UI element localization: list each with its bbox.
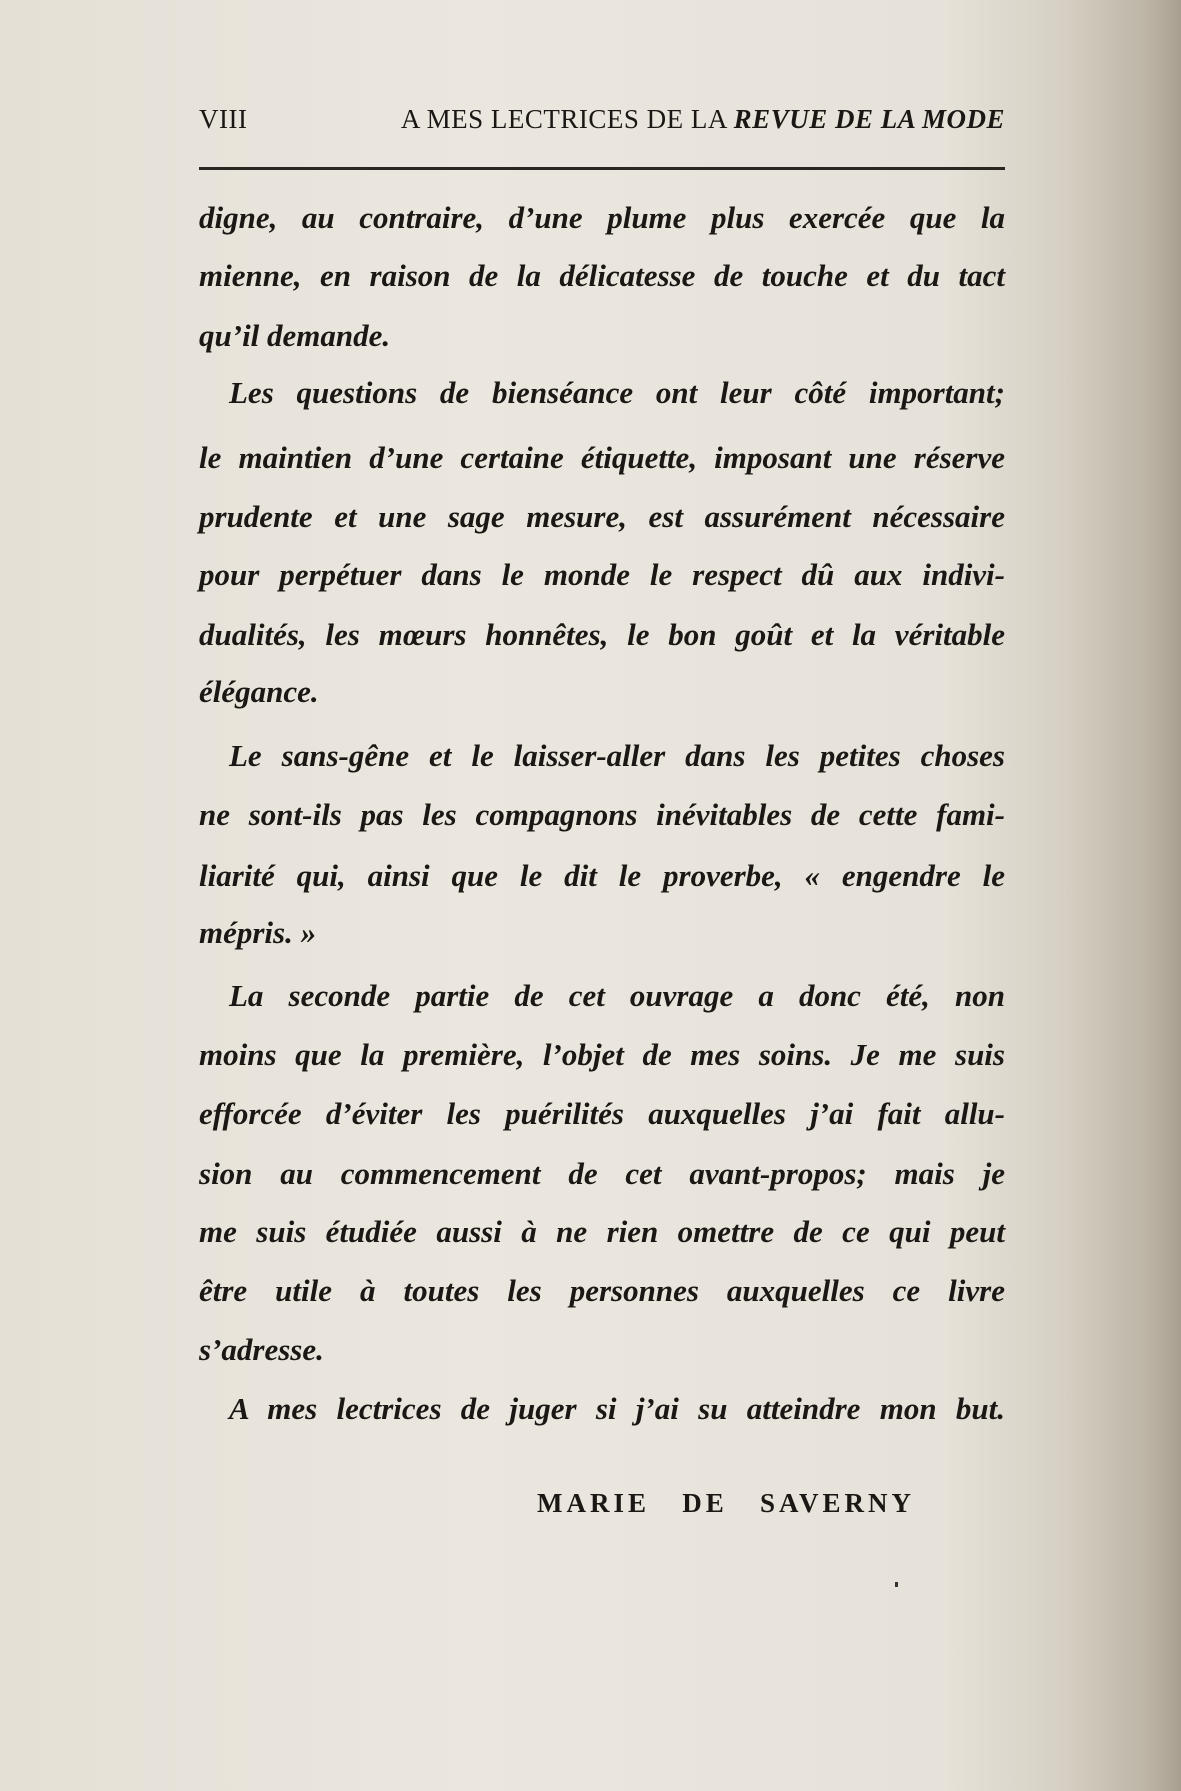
- text-line: A mes lectrices de juger si j’ai su atteindre mon but.: [229, 1391, 1005, 1426]
- text-line: pour perpétuer dans le monde le respect dû aux indivi-: [199, 557, 1005, 592]
- header-title: [401, 104, 1005, 135]
- page-number: VIII: [199, 104, 248, 134]
- signature: MARIE DE SAVERNY: [537, 1488, 915, 1518]
- text-line: mienne, en raison de la délicatesse de touche et du tact: [199, 258, 1005, 293]
- header-title-plain: A MES LECTRICES DE LA: [400, 104, 727, 134]
- text-line: liarité qui, ainsi que le dit le proverbe, « engendre le: [199, 858, 1005, 893]
- text-line: être utile à toutes les personnes auxquelles ce livre: [199, 1273, 1005, 1308]
- text-line: prudente et une sage mesure, est assurément nécessaire: [199, 499, 1005, 534]
- text-line: s’adresse.: [199, 1332, 324, 1367]
- text-line: dualités, les mœurs honnêtes, le bon goût et la véritable: [199, 617, 1005, 652]
- text-line: La seconde partie de cet ouvrage a donc été, non: [229, 978, 1005, 1013]
- header-title-italic: REVUE DE LA MODE: [733, 104, 1005, 134]
- text-line: mépris. »: [199, 915, 317, 950]
- ink-speck: [895, 1582, 898, 1587]
- text-line: ne sont-ils pas les compagnons inévitables de cette fami-: [199, 797, 1005, 832]
- text-line: digne, au contraire, d’une plume plus exercée que la: [199, 200, 1005, 235]
- text-line: me suis étudiée aussi à ne rien omettre de ce qui peut: [199, 1214, 1005, 1249]
- text-line: le maintien d’une certaine étiquette, imposant une réserve: [199, 440, 1005, 475]
- header-rule: [199, 167, 1005, 170]
- text-line: moins que la première, l’objet de mes soins. Je me suis: [199, 1037, 1005, 1072]
- text-line: sion au commencement de cet avant-propos; mais je: [199, 1156, 1005, 1191]
- running-header: [199, 104, 1005, 135]
- text-line: efforcée d’éviter les puérilités auxquelles j’ai fait allu-: [199, 1096, 1005, 1131]
- text-line: qu’il demande.: [199, 318, 391, 353]
- text-line: Le sans-gêne et le laisser-aller dans les petites choses: [229, 738, 1005, 773]
- text-line: Les questions de bienséance ont leur côté important;: [229, 375, 1005, 410]
- text-line: élégance.: [199, 674, 319, 709]
